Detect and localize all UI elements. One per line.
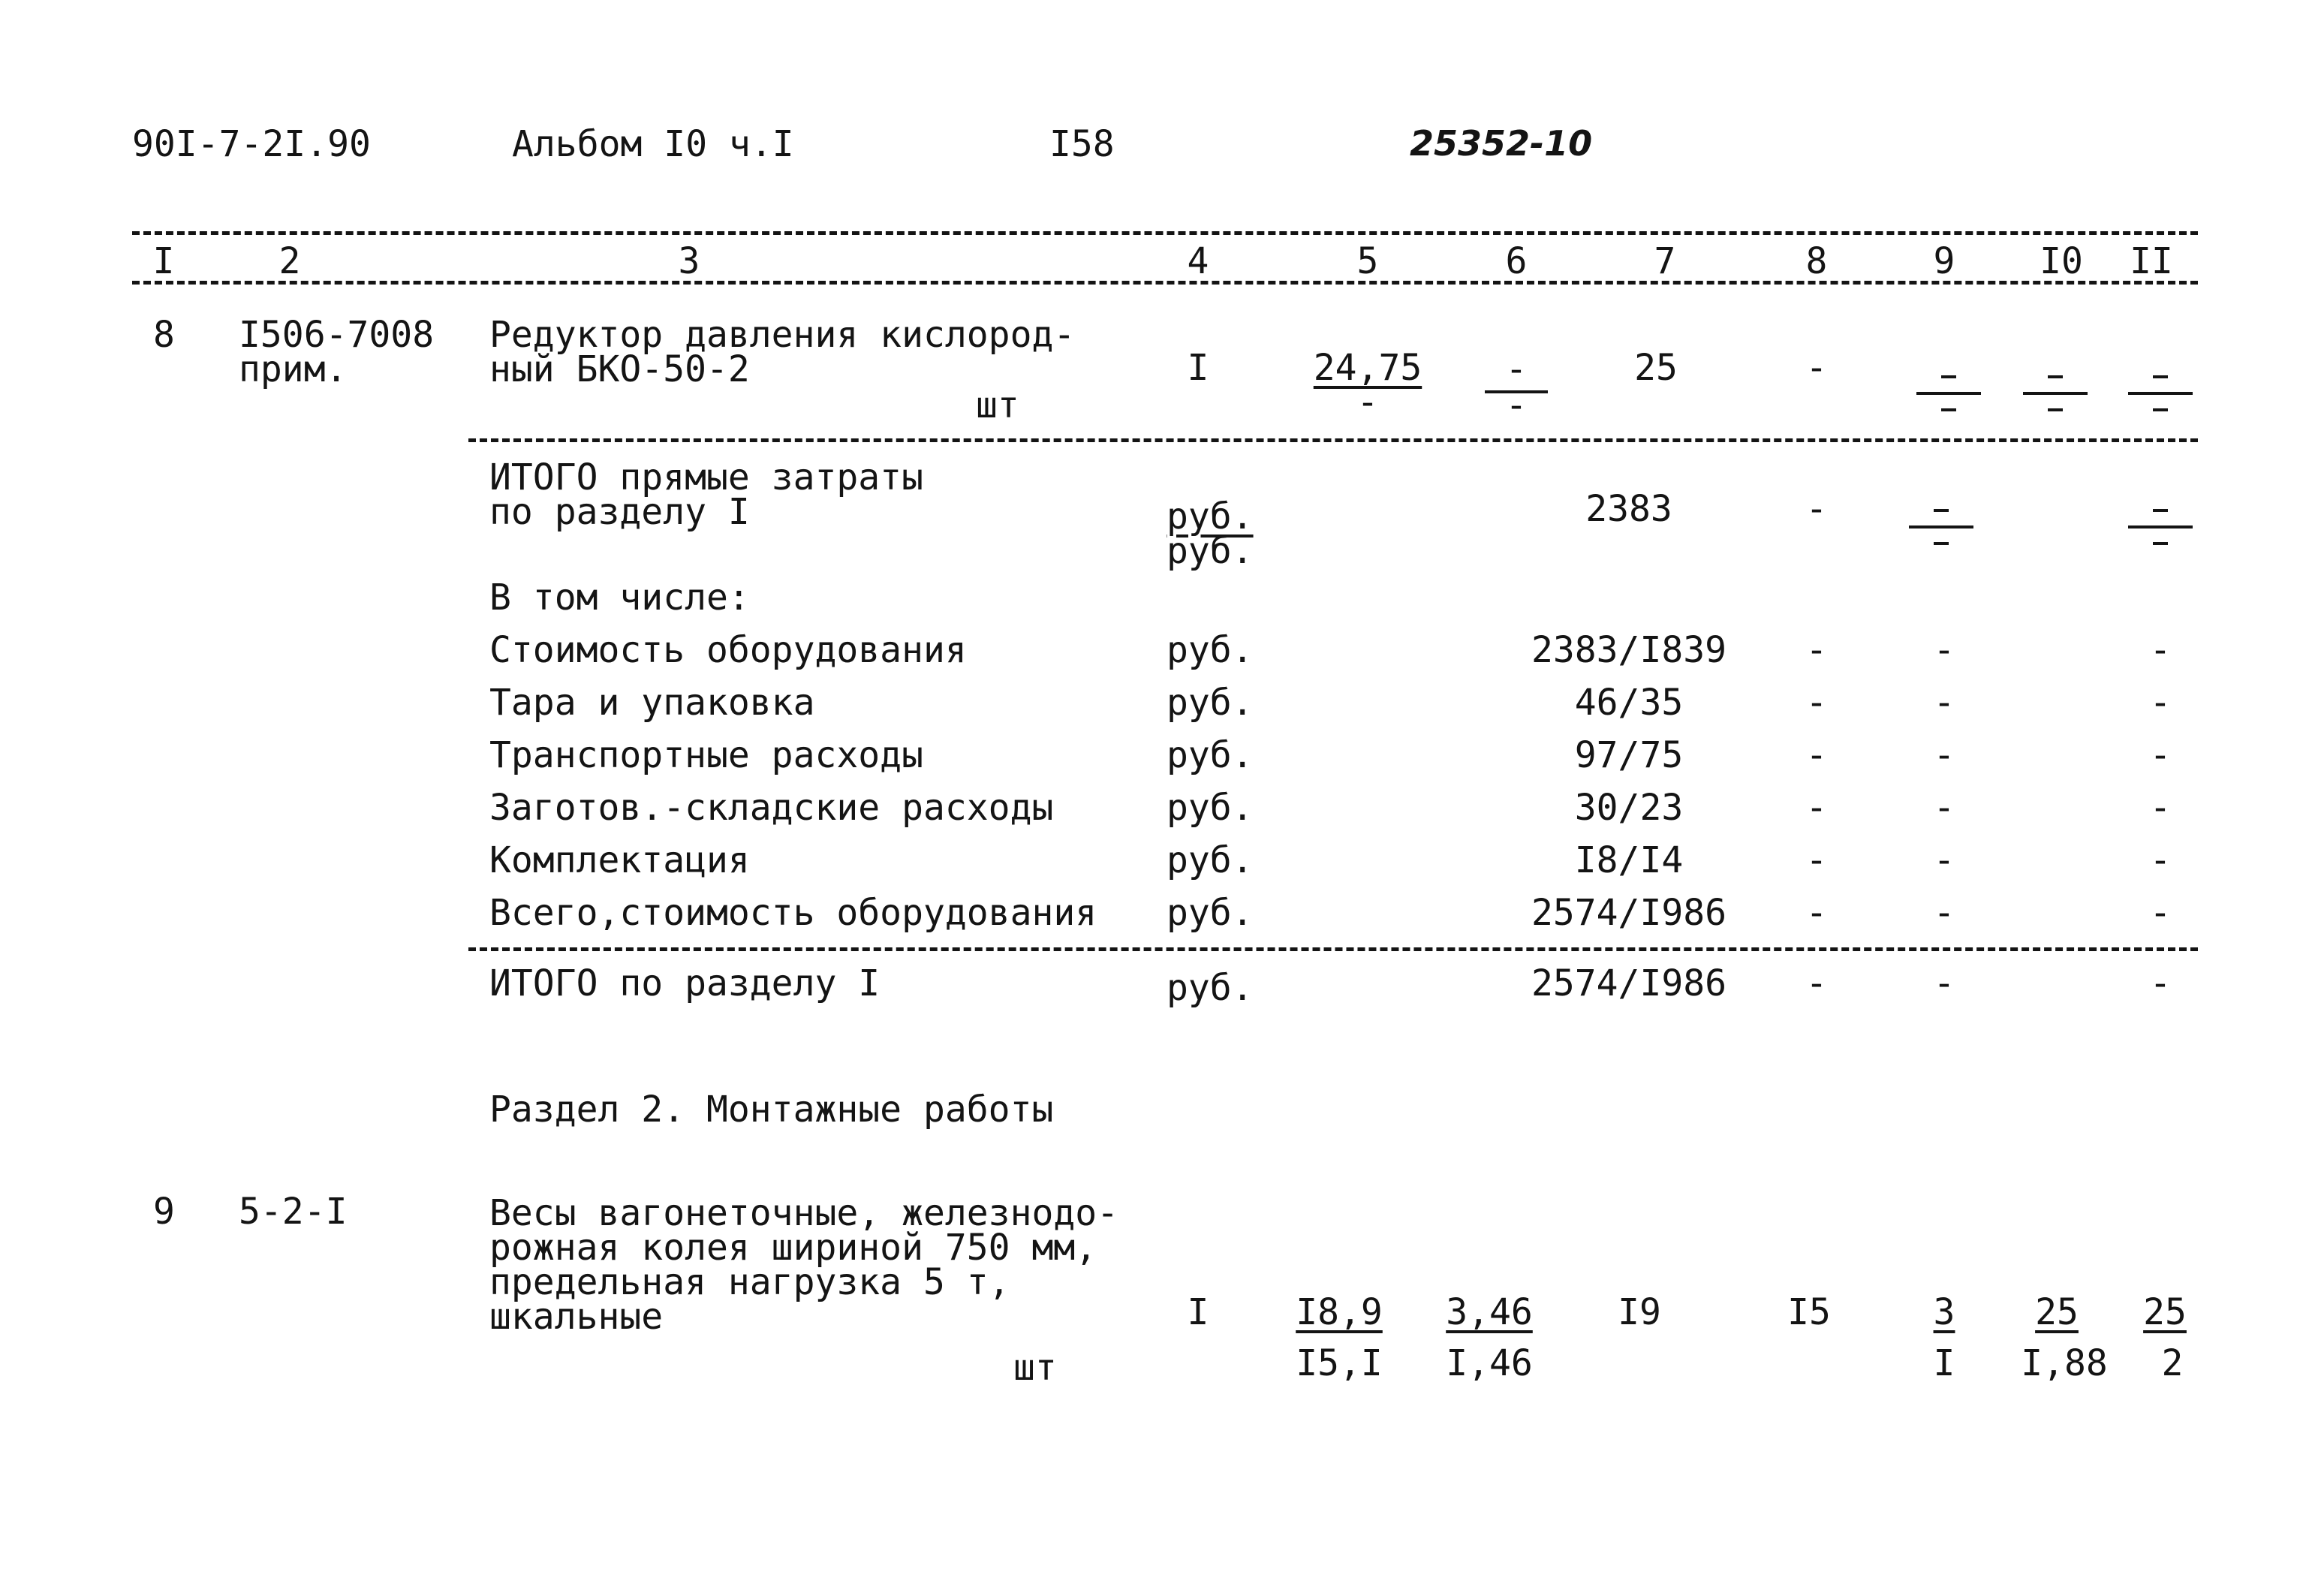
cost-row-col8: - <box>1805 682 1828 724</box>
cost-row-unit: руб. <box>1167 839 1254 881</box>
item9-name-line4: шкальные <box>489 1296 664 1338</box>
header-rule-bottom <box>132 281 2198 285</box>
col-header-9: 9 <box>1933 240 1955 282</box>
section-total-unit: руб. <box>1167 967 1254 1009</box>
cost-row-name: Комплектация <box>489 839 750 881</box>
cost-row-col9: - <box>1933 839 1955 881</box>
item9-col8: I5 <box>1787 1291 1831 1333</box>
subtotal-label-line1: ИТОГО прямые затраты <box>489 456 923 498</box>
album-label: Альбом I0 ч.I <box>512 123 794 165</box>
cost-row-col11: - <box>2149 682 2172 724</box>
section2-title: Раздел 2. Монтажные работы <box>489 1089 1054 1131</box>
cost-row-col9: - <box>1933 734 1955 776</box>
cost-row-col11: - <box>2149 839 2172 881</box>
cost-row-col9: - <box>1933 892 1955 934</box>
inventory-number: 25352-10 <box>1410 123 1593 164</box>
subtotal-col9-fraction-dash <box>1909 509 1973 547</box>
item9-col10-bottom: I,88 <box>2021 1342 2108 1384</box>
item8-quantity: I <box>1187 347 1209 389</box>
item9-col5-top: I8,9 <box>1296 1291 1383 1333</box>
item9-col6-bottom: I,46 <box>1446 1342 1533 1384</box>
section-total-col9: - <box>1933 962 1955 1004</box>
subtotal-rule <box>468 438 2198 442</box>
cost-row-col7: 46/35 <box>1574 682 1684 724</box>
item8-number: 8 <box>153 314 175 356</box>
header-rule-top <box>132 231 2198 235</box>
cost-row-col8: - <box>1805 629 1828 671</box>
item8-unit: шт <box>976 384 1019 426</box>
item9-quantity: I <box>1187 1291 1209 1333</box>
cost-row-unit: руб. <box>1167 682 1254 724</box>
item9-col9-top: 3 <box>1933 1291 1955 1333</box>
cost-row-col8: - <box>1805 892 1828 934</box>
cost-row-col7: 97/75 <box>1574 734 1684 776</box>
col-header-2: 2 <box>278 240 301 282</box>
page-number: I58 <box>1049 123 1115 165</box>
item9-name-line2: рожная колея шириной 750 мм, <box>489 1227 1097 1269</box>
item9-col11-top: 25 <box>2143 1291 2187 1333</box>
item9-unit: шт <box>1013 1347 1057 1389</box>
cost-row-col7: 30/23 <box>1574 787 1684 829</box>
item8-code-note: прим. <box>239 348 348 390</box>
item8-col5-bottom-dash: - <box>1356 381 1379 423</box>
cost-row-unit: руб. <box>1167 734 1254 776</box>
item9-number: 9 <box>153 1191 175 1233</box>
cost-row-col7: 2574/I986 <box>1531 892 1727 934</box>
subtotal-unit-top: руб. <box>1167 495 1254 538</box>
cost-row-col7: 2383/I839 <box>1531 629 1727 671</box>
subtotal-col11-fraction-dash <box>2128 509 2193 547</box>
item8-col8: - <box>1805 347 1828 389</box>
col-header-1: I <box>152 240 175 282</box>
item8-name-line1: Редуктор давления кислород- <box>489 314 1076 356</box>
cost-row-col8: - <box>1805 734 1828 776</box>
col-header-3: 3 <box>678 240 700 282</box>
item9-col5-bottom: I5,I <box>1296 1342 1383 1384</box>
item9-code: 5-2-I <box>239 1191 348 1233</box>
item9-col7: I9 <box>1618 1291 1661 1333</box>
cost-row-name: Всего,стоимость оборудования <box>489 892 1097 934</box>
col-header-8: 8 <box>1805 240 1828 282</box>
item8-name-line2: ный БКО-50-2 <box>489 348 750 390</box>
item8-col6-fraction-bar <box>1485 390 1548 393</box>
including-label: В том числе: <box>489 577 750 619</box>
item8-col7: 25 <box>1634 347 1678 389</box>
item9-col6-top: 3,46 <box>1446 1291 1533 1333</box>
cost-row-name: Тара и упаковка <box>489 682 815 724</box>
section-total-rule <box>468 947 2198 951</box>
doc-code: 90I-7-2I.90 <box>132 123 371 165</box>
col-header-6: 6 <box>1505 240 1528 282</box>
item8-col11-fraction-dash <box>2128 375 2193 413</box>
section-total-label: ИТОГО по разделу I <box>489 962 881 1004</box>
subtotal-col8: - <box>1805 488 1828 530</box>
col-header-4: 4 <box>1187 240 1209 282</box>
section-total-col7: 2574/I986 <box>1531 962 1727 1004</box>
cost-row-col7: I8/I4 <box>1574 839 1684 881</box>
item9-col11-bottom: 2 <box>2161 1342 2184 1384</box>
item8-col10-fraction-dash <box>2023 375 2088 413</box>
cost-row-unit: руб. <box>1167 892 1254 934</box>
col-header-11: II <box>2130 240 2173 282</box>
item8-col9-fraction-dash <box>1916 375 1981 413</box>
cost-row-col9: - <box>1933 629 1955 671</box>
subtotal-unit-bottom: руб. <box>1167 530 1254 572</box>
cost-row-unit: руб. <box>1167 787 1254 829</box>
cost-row-col11: - <box>2149 787 2172 829</box>
cost-row-col8: - <box>1805 787 1828 829</box>
subtotal-label-line2: по разделу I <box>489 491 750 533</box>
col-header-10: I0 <box>2040 240 2083 282</box>
cost-row-col11: - <box>2149 629 2172 671</box>
cost-row-unit: руб. <box>1167 629 1254 671</box>
item9-name-line3: предельная нагрузка 5 т, <box>489 1261 1010 1303</box>
cost-row-col11: - <box>2149 734 2172 776</box>
cost-row-col11: - <box>2149 892 2172 934</box>
subtotal-col7: 2383 <box>1585 488 1672 530</box>
item9-name-line1: Весы вагонеточные, железнодо- <box>489 1192 1119 1234</box>
cost-row-name: Транспортные расходы <box>489 734 923 776</box>
section-total-col11: - <box>2149 962 2172 1004</box>
item8-col5: 24,75 <box>1313 347 1422 389</box>
cost-row-col9: - <box>1933 682 1955 724</box>
col-header-5: 5 <box>1356 240 1379 282</box>
cost-row-name: Заготов.-складские расходы <box>489 787 1054 829</box>
item8-col6: - <box>1505 348 1528 390</box>
cost-row-name: Стоимость оборудования <box>489 629 967 671</box>
item8-col6-bottom-dash: - <box>1505 384 1528 426</box>
section-total-col8: - <box>1805 962 1828 1004</box>
col-header-7: 7 <box>1654 240 1676 282</box>
item9-col9-bottom: I <box>1933 1342 1955 1384</box>
item9-col10-top: 25 <box>2035 1291 2079 1333</box>
cost-row-col9: - <box>1933 787 1955 829</box>
cost-row-col8: - <box>1805 839 1828 881</box>
item8-code: I506-7008 <box>239 314 435 356</box>
